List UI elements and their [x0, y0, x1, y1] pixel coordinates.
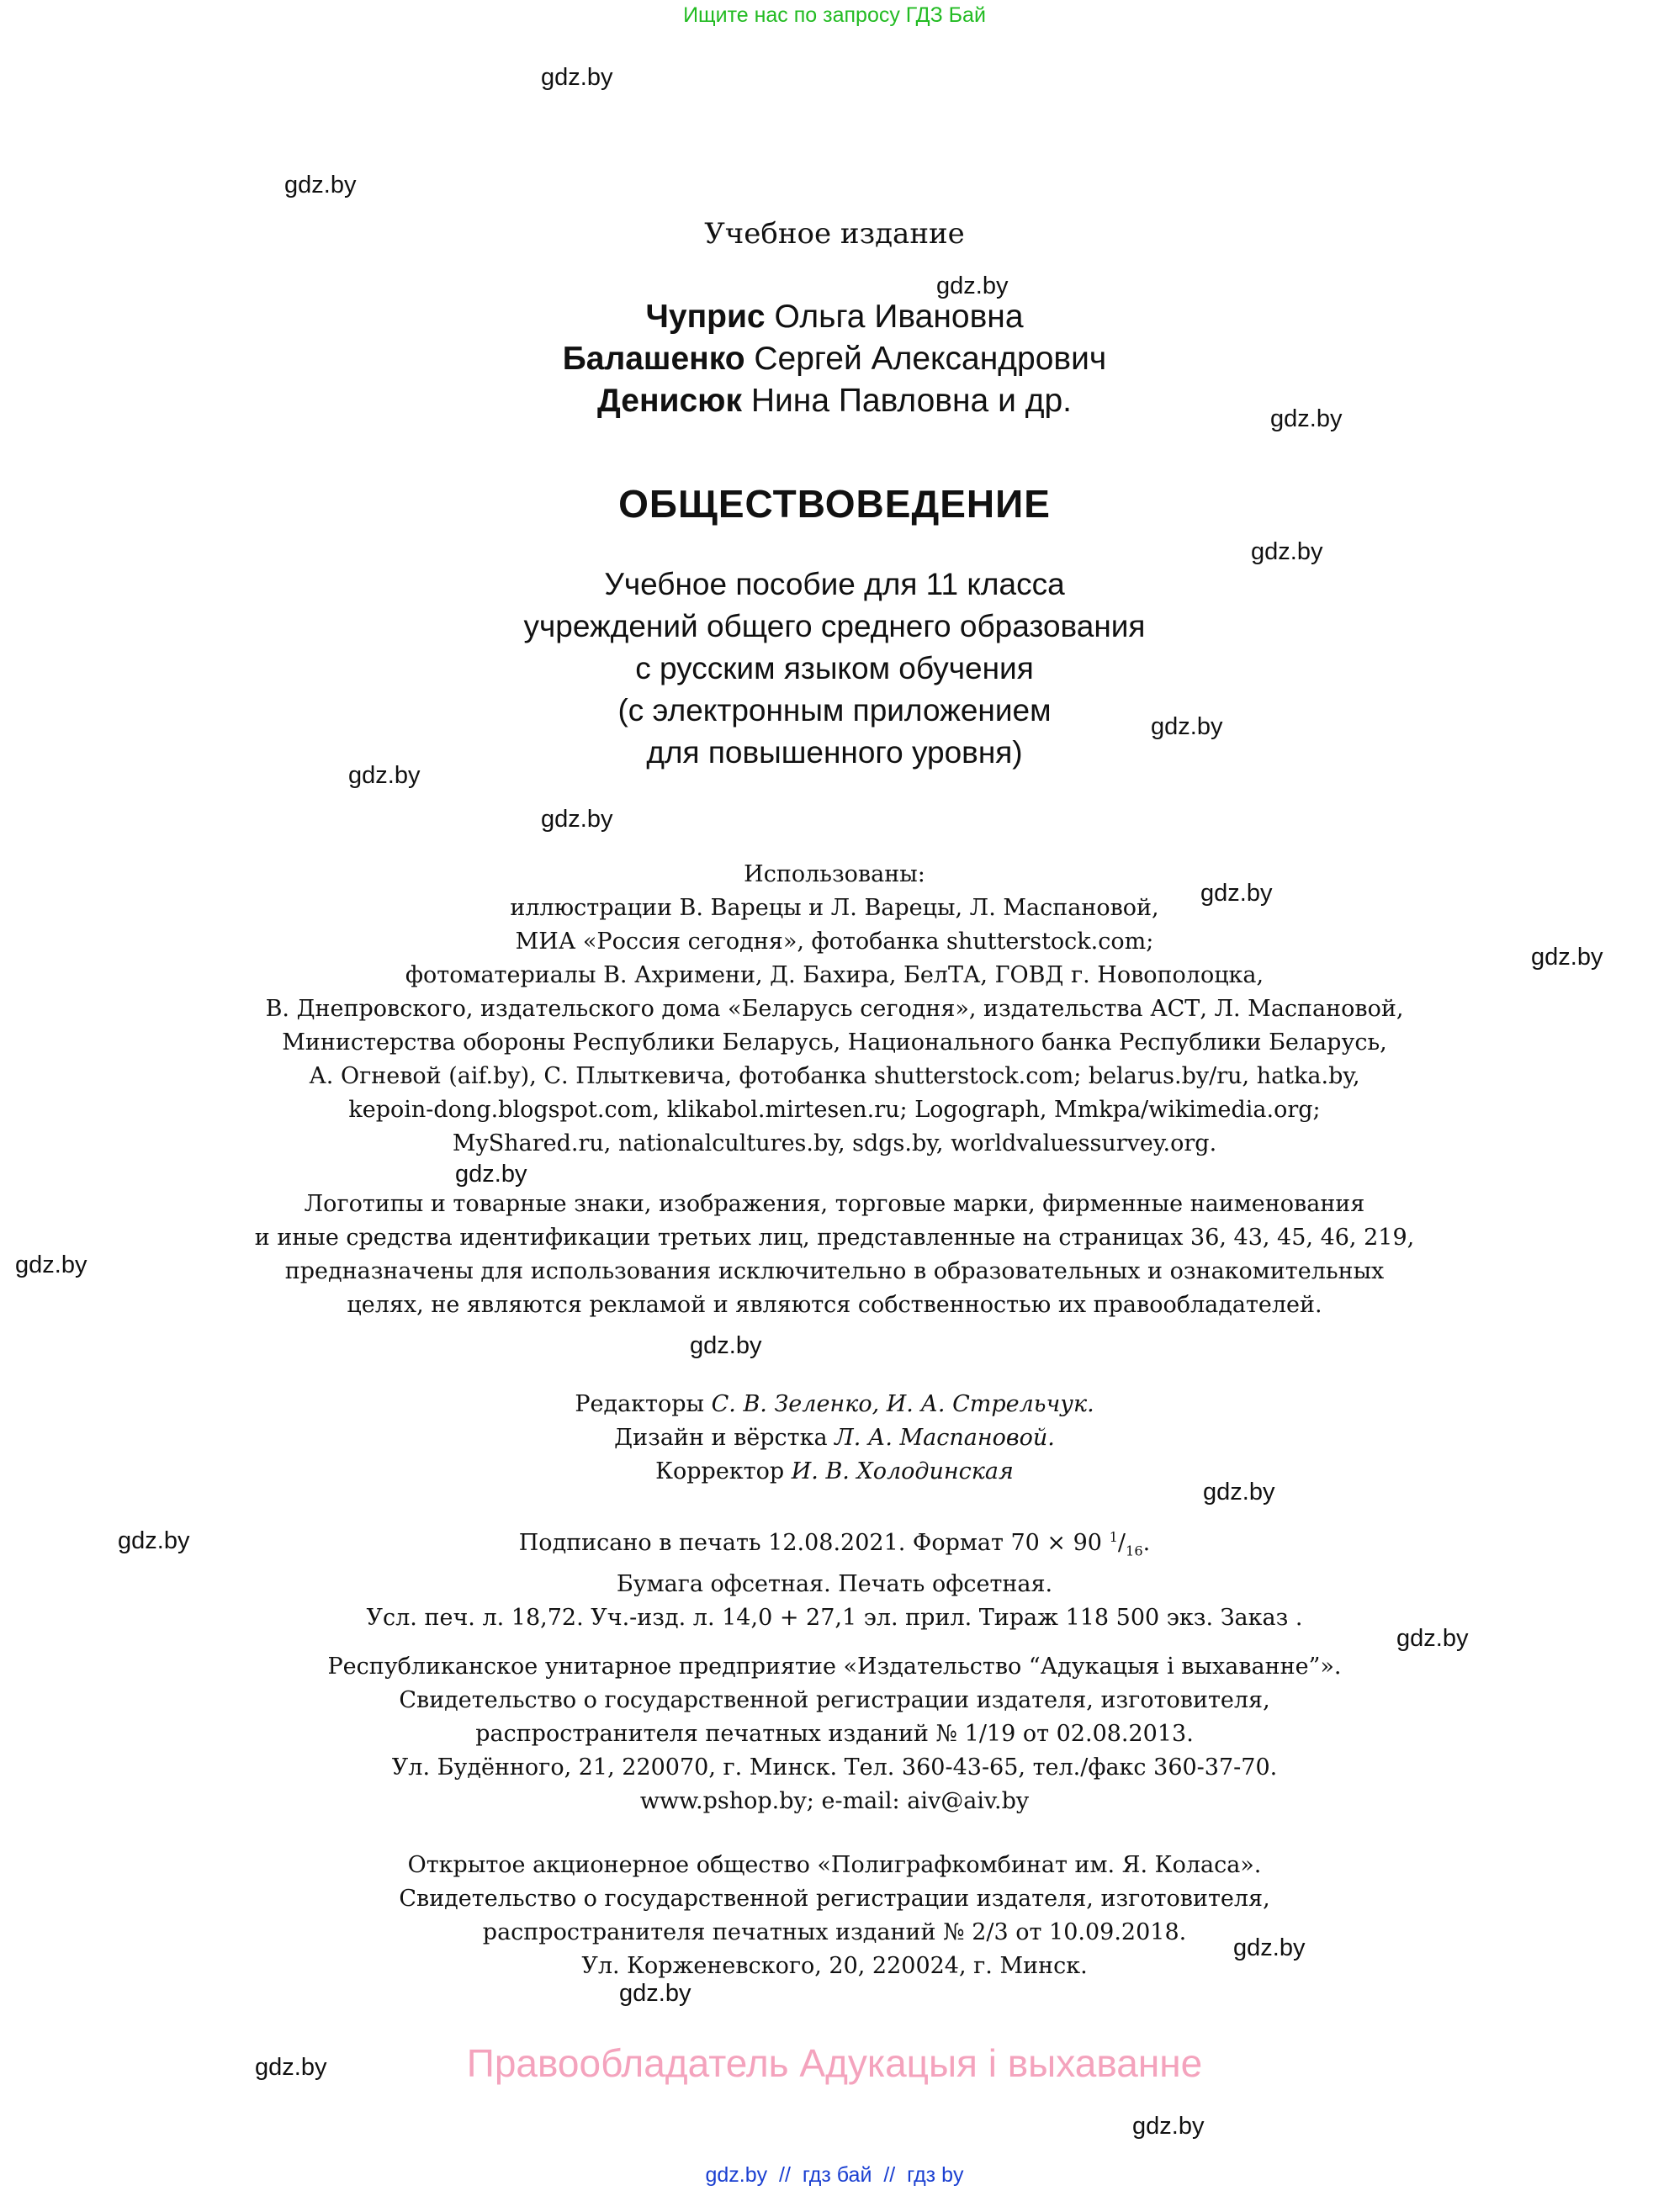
print-line: Подписано в печать 12.08.2021. Формат 70 × 90 $^1/_{16}$.	[518, 1529, 1151, 1559]
watermark: gdz.by	[1270, 405, 1343, 432]
print-line: Усл. печ. л. 18,72. Уч.-изд. л. 14,0 + 27,1 эл. прил. Тираж 118 500 экз. Заказ .	[366, 1605, 1303, 1632]
proof-line	[0, 1455, 1669, 1489]
book-title: ОБЩЕСТВОВЕДЕНИЕ	[618, 482, 1051, 526]
publisher-info	[0, 1650, 1669, 1818]
subtitle-line: учреждений общего среднего образования	[523, 609, 1146, 643]
watermark: gdz.by	[1251, 538, 1323, 565]
publisher-line: Ул. Будённого, 21, 220070, г. Минск. Тел. 360-43-65, тел./факс 360-37-70.	[391, 1754, 1278, 1781]
watermark: gdz.by	[15, 1252, 87, 1278]
edition-type: Учебное издание	[704, 217, 965, 251]
print-info	[0, 1521, 1669, 1635]
watermark: gdz.by	[348, 762, 421, 789]
watermark: gdz.by	[1132, 2113, 1205, 2140]
trademark-notice	[0, 1188, 1669, 1322]
editorial-staff	[0, 1388, 1669, 1489]
editors-line	[0, 1388, 1669, 1421]
watermark: gdz.by	[1200, 880, 1273, 907]
book-subtitle	[0, 564, 1669, 774]
printer-line: Ул. Корженевского, 20, 220024, г. Минск.	[581, 1953, 1088, 1979]
watermark: gdz.by	[541, 64, 613, 91]
authors	[0, 296, 1669, 422]
subtitle-line: (с электронным приложением	[617, 693, 1052, 728]
author-surname: Чуприс	[645, 299, 766, 335]
publisher-line: www.pshop.by; e-mail: aiv@aiv.by	[639, 1788, 1030, 1814]
watermark: gdz.by	[255, 2054, 327, 2081]
author	[0, 296, 1669, 338]
watermark: gdz.by	[1396, 1625, 1469, 1652]
credits-line: МИА «Россия сегодня», фотобанка shutterstock.com;	[515, 929, 1154, 955]
watermark: gdz.by	[690, 1332, 762, 1359]
credits-line: MyShared.ru, nationalcultures.by, sdgs.by, worldvaluessurvey.org.	[452, 1130, 1217, 1156]
print-line: Бумага офсетная. Печать офсетная.	[616, 1571, 1053, 1598]
design-label: Дизайн и вёрстка	[614, 1425, 828, 1451]
trademark-line: целях, не являются рекламой и являются собственностью их правообладателей.	[347, 1292, 1322, 1318]
publisher-line: распространителя печатных изданий № 1/19 от 02.08.2013.	[475, 1721, 1194, 1747]
credits-line: фотоматериалы В. Ахримени, Д. Бахира, БелТА, ГОВД г. Новополоцка,	[405, 962, 1264, 988]
proof-label: Корректор	[655, 1458, 785, 1484]
editors-names: С. В. Зеленко, И. А. Стрельчук.	[711, 1391, 1094, 1417]
author	[0, 338, 1669, 380]
subtitle-line: Учебное пособие для 11 класса	[604, 567, 1065, 601]
watermark: gdz.by	[118, 1527, 190, 1554]
printer-line: Свидетельство о государственной регистрации издателя, изготовителя,	[399, 1886, 1270, 1912]
format-denominator: 16	[1126, 1543, 1143, 1559]
trademark-line: и иные средства идентификации третьих лиц, представленные на страницах 36, 43, 45, 46, 219,	[254, 1225, 1415, 1251]
watermark: gdz.by	[541, 806, 613, 833]
credits-line: иллюстрации В. Варецы и Л. Варецы, Л. Маспановой,	[510, 895, 1159, 921]
subtitle-line: для повышенного уровня)	[646, 735, 1023, 770]
watermark: gdz.by	[1531, 944, 1603, 971]
publisher-line: Республиканское унитарное предприятие «Издательство “Адукацыя і выхаванне”».	[327, 1654, 1342, 1680]
rights-holder: Правообладатель Адукацыя і выхаванне	[466, 2041, 1203, 2085]
print-signed: Подписано в печать 12.08.2021. Формат 70 × 90	[518, 1530, 1102, 1556]
footer-links: gdz.by // гдз бай // гдз by	[705, 2163, 964, 2187]
watermark: gdz.by	[455, 1161, 527, 1188]
format-numerator: 1	[1109, 1529, 1118, 1545]
image-credits	[0, 858, 1669, 1161]
watermark: gdz.by	[1233, 1934, 1306, 1961]
credits-line: kepoin-dong.blogspot.com, klikabol.mirtesen.ru; Logograph, Mmkpa/wikimedia.org;	[348, 1097, 1321, 1123]
trademark-line: предназначены для использования исключительно в образовательных и ознакомительных	[284, 1258, 1385, 1284]
top-banner: Ищите нас по запросу ГДЗ Бай	[683, 3, 986, 27]
trademark-line: Логотипы и товарные знаки, изображения, торговые марки, фирменные наименования	[304, 1191, 1365, 1217]
design-line	[0, 1421, 1669, 1455]
author-surname: Денисюк	[597, 383, 742, 419]
author-name: Ольга Ивановна	[774, 299, 1024, 335]
credits-line: В. Днепровского, издательского дома «Беларусь сегодня», издательства АСТ, Л. Маспановой,	[265, 996, 1404, 1022]
editors-label: Редакторы	[575, 1391, 705, 1417]
author-name: Нина Павловна и др.	[750, 383, 1072, 419]
watermark: gdz.by	[284, 172, 357, 198]
author-surname: Балашенко	[562, 341, 745, 377]
credits-line: Министерства обороны Республики Беларусь, Национального банка Республики Беларусь,	[282, 1029, 1387, 1056]
credits-line: А. Огневой (aif.by), С. Плыткевича, фотобанка shutterstock.com; belarus.by/ru, hatka.by,	[309, 1063, 1360, 1089]
credits-line: Использованы:	[744, 861, 925, 887]
design-name: Л. А. Маспановой.	[834, 1425, 1055, 1451]
printer-line: распространителя печатных изданий № 2/3 от 10.09.2018.	[482, 1919, 1187, 1945]
author-name: Сергей Александрович	[754, 341, 1107, 377]
watermark: gdz.by	[619, 1980, 691, 2007]
watermark: gdz.by	[1151, 713, 1223, 740]
subtitle-line: с русским языком обучения	[635, 651, 1034, 685]
publisher-line: Свидетельство о государственной регистрации издателя, изготовителя,	[399, 1687, 1270, 1713]
watermark: gdz.by	[1203, 1479, 1275, 1506]
printer-line: Открытое акционерное общество «Полиграфкомбинат им. Я. Коласа».	[407, 1852, 1262, 1878]
proof-name: И. В. Холодинская	[791, 1458, 1014, 1484]
printer-info	[0, 1849, 1669, 1983]
author	[0, 380, 1669, 422]
watermark: gdz.by	[936, 273, 1009, 299]
